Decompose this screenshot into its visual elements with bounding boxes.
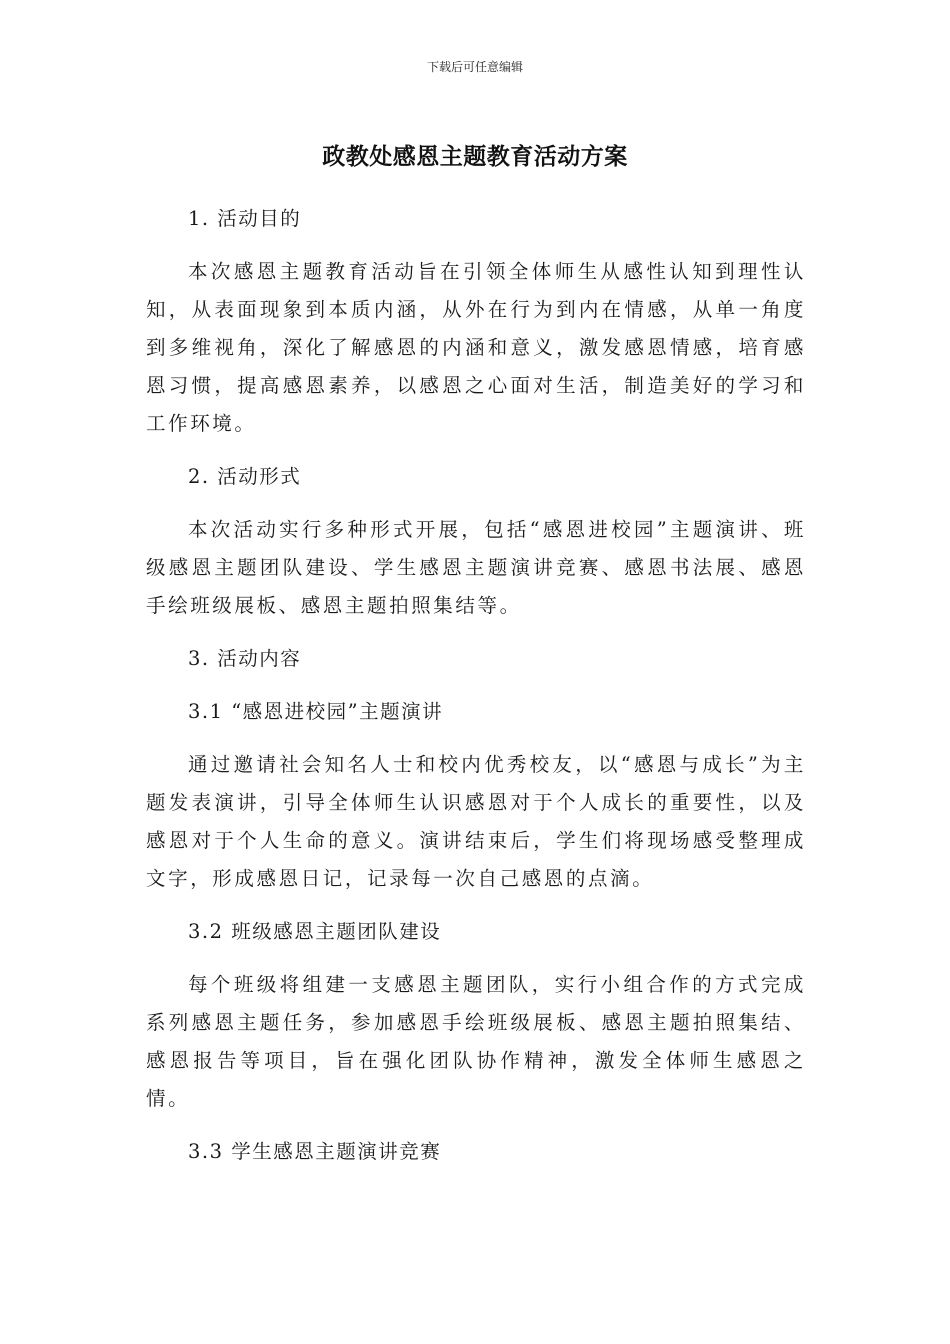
section-heading-format: 2. 活动形式 [188, 465, 302, 488]
document-body [146, 200, 806, 1186]
paragraph-speech: 通过邀请社会知名人士和校内优秀校友，以“感恩与成长”为主题发表演讲，引导全体师生认识感恩对于个人成长的重要性，以及感恩对于个人生命的意义。演讲结束后，学生们将现场感受整理成文字，形成感恩日记，记录每一次自己感恩的点滴。 [146, 753, 806, 890]
document-title: 政教处感恩主题教育活动方案 [322, 144, 628, 170]
subsection-heading-speech: 3.1 “感恩进校园”主题演讲 [188, 700, 444, 723]
paragraph-format: 本次活动实行多种形式开展，包括“感恩进校园”主题演讲、班级感恩主题团队建设、学生感恩主题演讲竞赛、感恩书法展、感恩手绘班级展板、感恩主题拍照集结等。 [146, 518, 806, 617]
subsection-heading-team: 3.2 班级感恩主题团队建设 [188, 920, 442, 943]
header-note: 下载后可任意编辑 [426, 60, 523, 74]
paragraph-team: 每个班级将组建一支感恩主题团队，实行小组合作的方式完成系列感恩主题任务，参加感恩手绘班级展板、感恩主题拍照集结、感恩报告等项目，旨在强化团队协作精神，激发全体师生感恩之情。 [146, 973, 806, 1110]
paragraph-purpose: 本次感恩主题教育活动旨在引领全体师生从感性认知到理性认知，从表面现象到本质内涵，从外在行为到内在情感，从单一角度到多维视角，深化了解感恩的内涵和意义，激发感恩情感，培育感恩习惯，提高感恩素养，以感恩之心面对生活，制造美好的学习和工作环境。 [146, 260, 806, 435]
section-heading-purpose: 1. 活动目的 [188, 207, 302, 230]
subsection-heading-contest: 3.3 学生感恩主题演讲竞赛 [188, 1140, 442, 1163]
section-heading-content: 3. 活动内容 [188, 647, 302, 670]
